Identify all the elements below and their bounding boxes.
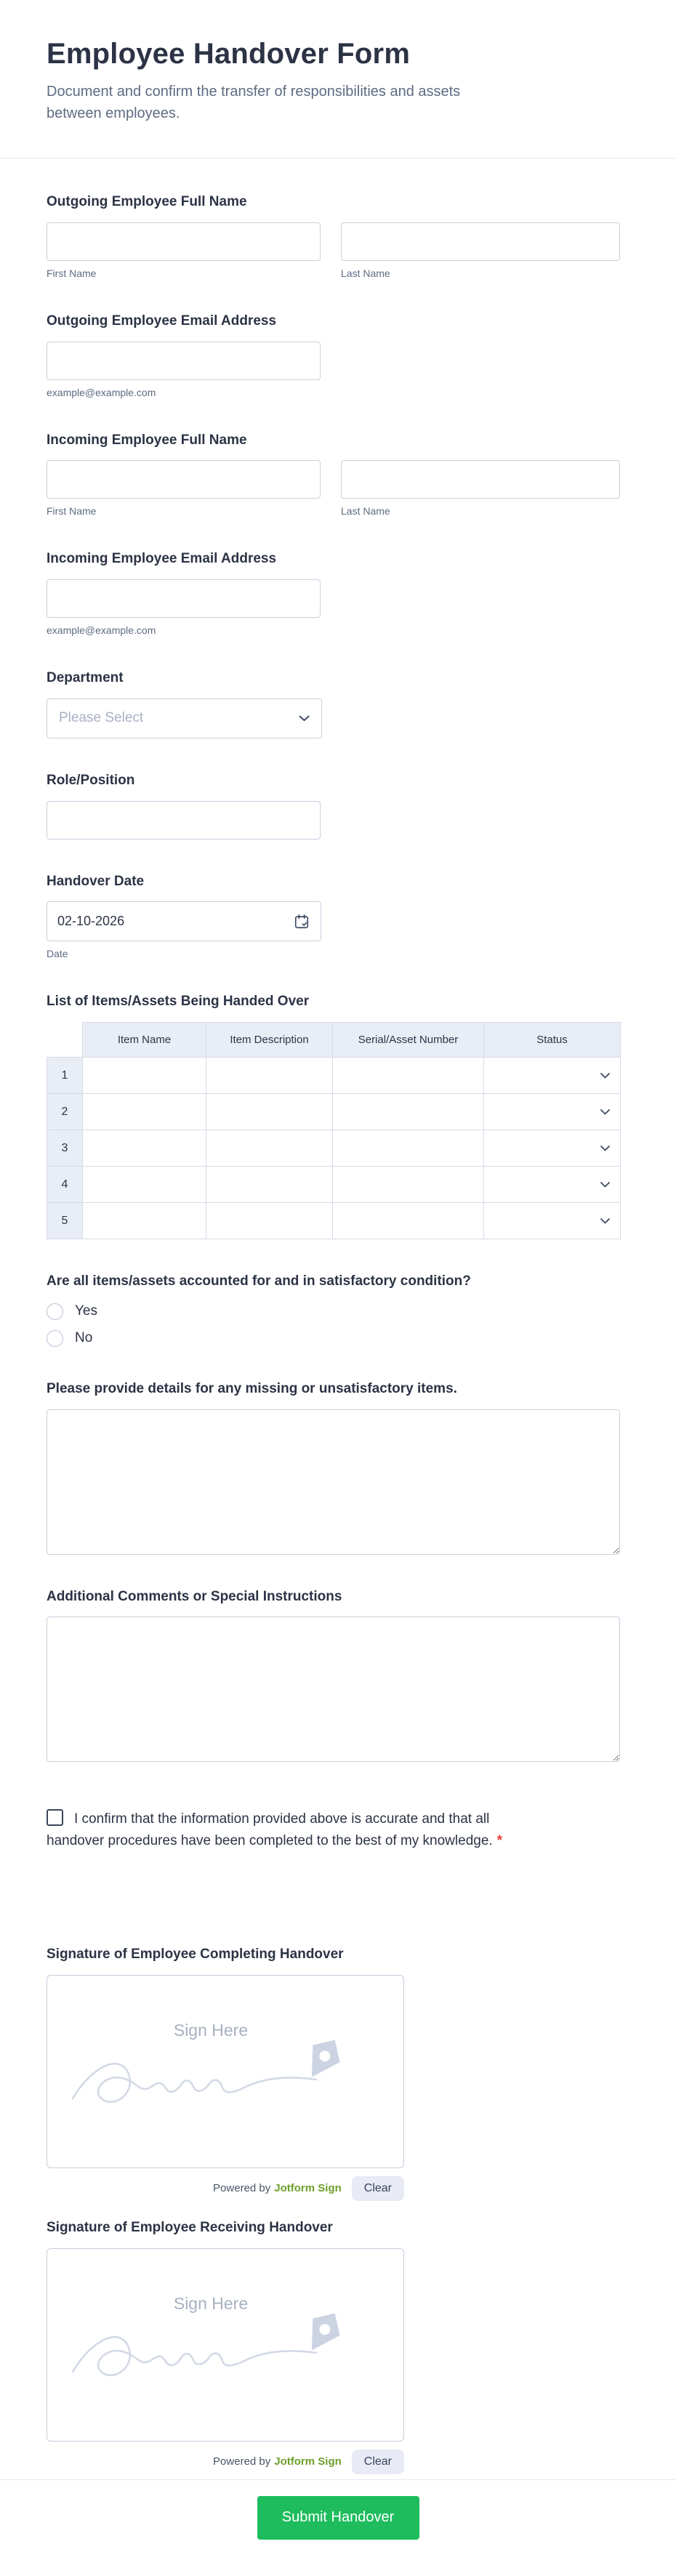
field-label: Handover Date (47, 873, 145, 889)
row-number: 1 (47, 1058, 83, 1094)
email-sublabel: example@example.com (47, 386, 156, 398)
table-row (47, 1130, 621, 1167)
field-label: Are all items/assets accounted for and in satisfactory condition? (47, 1273, 471, 1289)
incoming-first-name-input[interactable] (47, 460, 321, 499)
item-name-cell[interactable] (83, 1203, 206, 1239)
sign-here-text: Sign Here (173, 2294, 249, 2314)
field-items-table (47, 993, 620, 1239)
last-name-sublabel: Last Name (341, 267, 390, 279)
field-label: Role/Position (47, 772, 135, 788)
radio-circle-icon (47, 1330, 63, 1347)
table-corner-cell (47, 1023, 83, 1058)
item-description-cell[interactable] (206, 1203, 333, 1239)
column-header-serial-asset-number: Serial/Asset Number (333, 1023, 484, 1058)
table-row (47, 1058, 621, 1094)
item-name-cell[interactable] (83, 1130, 206, 1167)
status-select-cell[interactable] (484, 1058, 621, 1094)
row-number: 3 (47, 1130, 83, 1167)
powered-by-text: Powered by (213, 2182, 271, 2195)
department-select[interactable] (47, 699, 322, 738)
signature-pad-receiving[interactable] (47, 2248, 404, 2442)
chevron-down-icon (600, 1182, 610, 1188)
handover-date-input[interactable] (47, 901, 321, 941)
submit-section (0, 2480, 676, 2570)
field-incoming-email (47, 550, 620, 636)
row-number: 2 (47, 1094, 83, 1130)
status-select-cell[interactable] (484, 1094, 621, 1130)
field-label: Incoming Employee Full Name (47, 432, 247, 448)
item-name-cell[interactable] (83, 1058, 206, 1094)
item-description-cell[interactable] (206, 1167, 333, 1203)
serial-asset-number-cell[interactable] (333, 1094, 484, 1130)
item-description-cell[interactable] (206, 1130, 333, 1167)
powered-by-text: Powered by (213, 2455, 271, 2468)
chevron-down-icon (600, 1146, 610, 1151)
field-label: Signature of Employee Receiving Handover (47, 2219, 333, 2235)
confirmation-statement (47, 1808, 548, 1851)
field-label: Signature of Employee Completing Handover (47, 1947, 344, 1963)
field-label: Outgoing Employee Full Name (47, 194, 247, 209)
serial-asset-number-cell[interactable] (333, 1203, 484, 1239)
radio-option-yes[interactable] (47, 1303, 620, 1320)
item-description-cell[interactable] (206, 1058, 333, 1094)
serial-asset-number-cell[interactable] (333, 1167, 484, 1203)
field-outgoing-email (47, 313, 620, 398)
select-placeholder: Please Select (59, 710, 144, 726)
status-select-cell[interactable] (484, 1167, 621, 1203)
missing-details-textarea[interactable] (47, 1409, 620, 1555)
field-condition-question (47, 1273, 620, 1347)
field-label: Please provide details for any missing or unsatisfactory items. (47, 1380, 457, 1396)
confirmation-checkbox[interactable] (47, 1809, 63, 1826)
radio-option-no[interactable] (47, 1330, 620, 1347)
field-department (47, 669, 620, 738)
signature-squiggle-pen-icon (65, 2021, 385, 2122)
serial-asset-number-cell[interactable] (333, 1130, 484, 1167)
items-assets-table (47, 1022, 621, 1239)
item-name-cell[interactable] (83, 1094, 206, 1130)
radio-circle-icon (47, 1303, 63, 1320)
field-signature-receiving (47, 2219, 620, 2475)
calendar-icon (294, 921, 310, 932)
chevron-down-icon (600, 1109, 610, 1115)
status-select-cell[interactable] (484, 1203, 621, 1239)
clear-signature-button[interactable]: Clear (352, 2176, 404, 2201)
serial-asset-number-cell[interactable] (333, 1058, 484, 1094)
item-name-cell[interactable] (83, 1167, 206, 1203)
required-asterisk: * (496, 1832, 503, 1848)
signature-squiggle-pen-icon (65, 2295, 385, 2395)
jotform-sign-brand: Jotform Sign (274, 2455, 342, 2468)
clear-signature-button[interactable]: Clear (352, 2450, 404, 2474)
sign-here-text: Sign Here (173, 2021, 249, 2040)
field-outgoing-full-name (47, 193, 620, 279)
column-header-item-name: Item Name (83, 1023, 206, 1058)
outgoing-last-name-input[interactable] (341, 222, 620, 261)
incoming-email-input[interactable] (47, 579, 321, 618)
field-label: List of Items/Assets Being Handed Over (47, 994, 310, 1010)
signature-pad-completing[interactable] (47, 1975, 404, 2168)
chevron-down-icon (600, 1073, 610, 1079)
confirmation-label: I confirm that the information provided above is accurate and that all handover procedures have been completed to the best of my knowledge. (47, 1811, 493, 1848)
page-subtitle: Document and confirm the transfer of responsibilities and assets between employees. (47, 84, 461, 121)
calendar-picker-button[interactable] (291, 911, 313, 933)
field-incoming-full-name (47, 432, 620, 518)
row-number: 4 (47, 1167, 83, 1203)
chevron-down-icon (299, 715, 310, 722)
last-name-sublabel: Last Name (341, 505, 390, 518)
field-missing-details (47, 1380, 620, 1555)
date-sublabel: Date (47, 948, 68, 960)
item-description-cell[interactable] (206, 1094, 333, 1130)
jotform-sign-brand: Jotform Sign (274, 2182, 342, 2195)
field-additional-comments (47, 1588, 620, 1763)
field-role-position (47, 772, 620, 840)
outgoing-first-name-input[interactable] (47, 222, 321, 261)
outgoing-email-input[interactable] (47, 342, 321, 380)
first-name-sublabel: First Name (47, 267, 97, 279)
field-signature-completing (47, 1946, 620, 2202)
column-header-item-description: Item Description (206, 1023, 333, 1058)
page-title: Employee Handover Form (47, 38, 411, 70)
field-label: Additional Comments or Special Instructions (47, 1588, 342, 1604)
email-sublabel: example@example.com (47, 624, 156, 636)
additional-comments-textarea[interactable] (47, 1617, 620, 1762)
table-row (47, 1203, 621, 1239)
first-name-sublabel: First Name (47, 505, 97, 518)
row-number: 5 (47, 1203, 83, 1239)
field-handover-date (47, 873, 620, 960)
radio-label: No (75, 1330, 93, 1346)
field-label: Department (47, 670, 124, 685)
field-label: Incoming Employee Email Address (47, 551, 277, 567)
table-row (47, 1167, 621, 1203)
submit-handover-button[interactable]: Submit Handover (257, 2496, 419, 2540)
table-row (47, 1094, 621, 1130)
column-header-status: Status (484, 1023, 621, 1058)
incoming-last-name-input[interactable] (341, 460, 620, 499)
form-header (0, 38, 676, 124)
chevron-down-icon (600, 1218, 610, 1224)
field-label: Outgoing Employee Email Address (47, 313, 277, 329)
role-position-input[interactable] (47, 801, 321, 840)
status-select-cell[interactable] (484, 1130, 621, 1167)
radio-label: Yes (75, 1303, 97, 1319)
